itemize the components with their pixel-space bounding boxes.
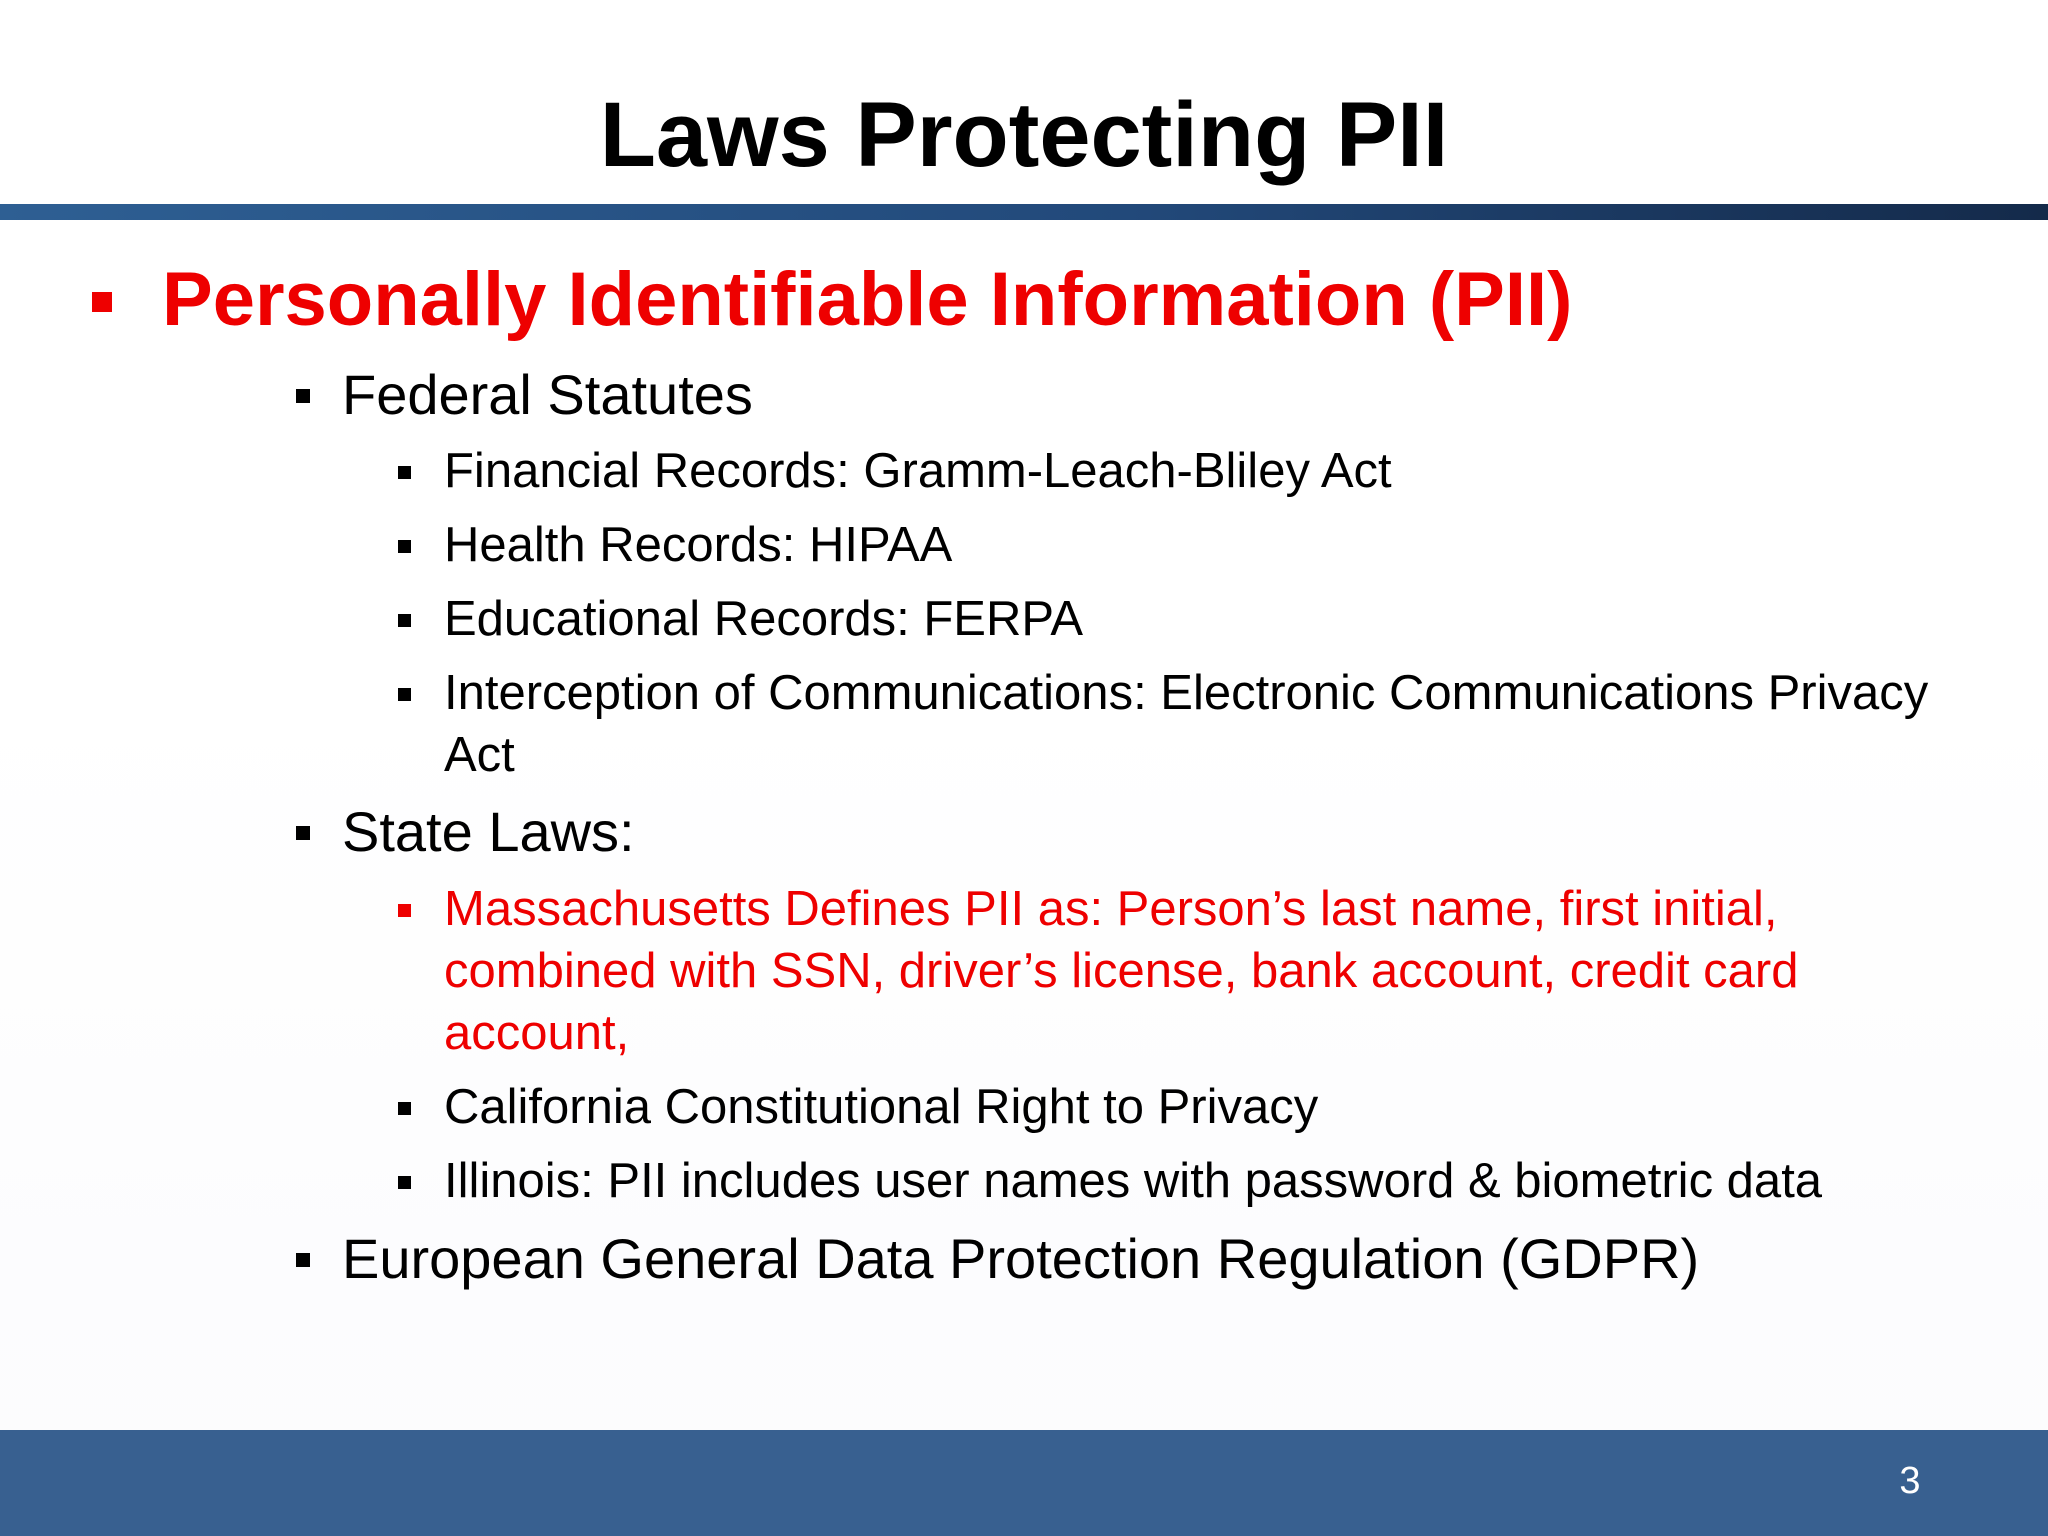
list-item [444, 514, 952, 576]
massachusetts-line-2: combined with SSN, driver’s license, bank account, credit card [444, 944, 1799, 998]
list-item [444, 662, 1928, 724]
square-bullet-icon [398, 466, 411, 479]
square-bullet-icon [398, 904, 411, 917]
massachusetts-item-continuation [444, 1002, 629, 1064]
list-item [444, 1150, 1822, 1212]
slide-title: Laws Protecting PII [599, 84, 1449, 186]
list-item [444, 588, 1083, 650]
massachusetts-item [444, 878, 1778, 940]
gdpr-bullet [342, 1224, 1699, 1294]
square-bullet-icon [398, 1176, 411, 1189]
list-item [444, 1076, 1318, 1138]
square-bullet-icon [398, 688, 411, 701]
square-bullet-icon [398, 540, 411, 553]
federal-statutes-heading: Federal Statutes [342, 363, 753, 426]
square-bullet-icon [92, 292, 112, 312]
list-item-continuation [444, 724, 515, 786]
gdpr-text: European General Data Protection Regulation (GDPR) [342, 1227, 1700, 1290]
state-laws-heading: State Laws: [342, 800, 635, 863]
state-laws-bullet [342, 797, 635, 867]
square-bullet-icon [296, 826, 310, 840]
title-divider [0, 204, 2048, 220]
massachusetts-item-continuation [444, 940, 1799, 1002]
main-bullet-text: Personally Identifiable Information (PII) [162, 257, 1573, 342]
square-bullet-icon [398, 1102, 411, 1115]
massachusetts-line-3: account, [444, 1006, 630, 1060]
list-item-text: Interception of Communications: Electronic Communications Privacy [444, 666, 1929, 720]
massachusetts-line-1: Massachusetts Defines PII as: Person’s last name, first initial, [444, 882, 1778, 936]
page-number: 3 [1899, 1460, 1921, 1502]
list-item [444, 440, 1392, 502]
list-item-text: Illinois: PII includes user names with password & biometric data [444, 1154, 1823, 1208]
list-item-text: Financial Records: Gramm-Leach-Bliley Act [444, 444, 1392, 498]
square-bullet-icon [398, 614, 411, 627]
square-bullet-icon [296, 1253, 310, 1267]
list-item-text: Educational Records: FERPA [444, 592, 1084, 646]
list-item-text: Health Records: HIPAA [444, 518, 953, 572]
footer-bar [0, 1430, 2048, 1536]
federal-statutes-bullet [342, 360, 753, 430]
main-bullet [162, 250, 1572, 350]
list-item-text: Act [444, 728, 515, 782]
list-item-text: California Constitutional Right to Privacy [444, 1080, 1319, 1134]
square-bullet-icon [296, 389, 310, 403]
